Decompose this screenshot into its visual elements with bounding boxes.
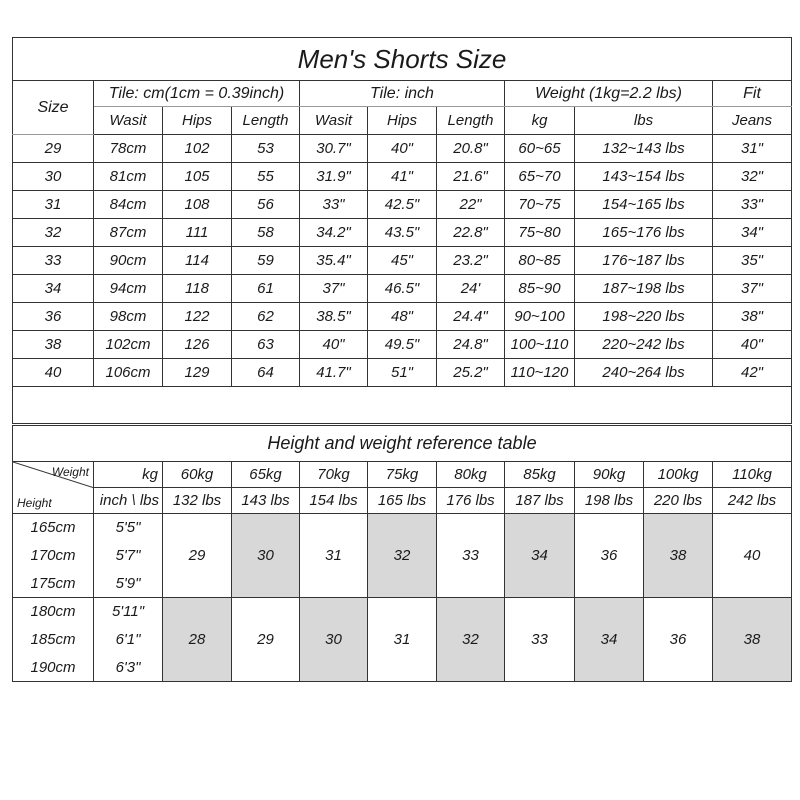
size-cell: 46.5" [368,275,437,303]
size-row [13,219,792,247]
size-cell: 65~70 [505,163,575,191]
size-cell: 40" [300,331,368,359]
size-cell: 187~198 lbs [575,275,713,303]
lbs-header-cell: 187 lbs [505,488,575,514]
size-row [13,247,792,275]
height-ft-cell: 5'11" [94,598,163,626]
size-cell: 64 [232,359,300,387]
kg-header-cell: 110kg [713,462,792,488]
size-value-cell: 38 [713,598,792,682]
size-cell: 42" [713,359,792,387]
size-value-cell: 29 [163,514,232,598]
sub-header: Length [437,107,505,135]
height-weight-reference-table [12,425,792,682]
height-ft-cell: 5'5" [94,514,163,542]
size-cell: 94cm [94,275,163,303]
size-cell: 80~85 [505,247,575,275]
size-cell: 20.8" [437,135,505,163]
size-cell: 22.8" [437,219,505,247]
size-cell: 176~187 lbs [575,247,713,275]
size-value-cell: 30 [300,598,368,682]
sub-header: Length [232,107,300,135]
height-row [13,514,792,542]
size-cell: 37" [300,275,368,303]
size-cell: 53 [232,135,300,163]
size-cell: 55 [232,163,300,191]
size-chart-table [12,37,792,424]
size-value-cell: 32 [368,514,437,598]
lbs-header-cell: 165 lbs [368,488,437,514]
size-cell: 154~165 lbs [575,191,713,219]
size-cell: 90~100 [505,303,575,331]
size-cell: 24' [437,275,505,303]
cm-group-header: Tile: cm(1cm = 0.39inch) [94,81,300,107]
sub-header: Wasit [300,107,368,135]
size-value-cell: 36 [575,514,644,598]
size-cell: 31.9" [300,163,368,191]
size-cell: 38.5" [300,303,368,331]
size-cell: 45" [368,247,437,275]
lbs-header-cell: 132 lbs [163,488,232,514]
size-value-cell: 38 [644,514,713,598]
height-ft-cell: 5'7" [94,542,163,570]
height-cm-cell: 185cm [13,626,94,654]
height-cm-cell: 165cm [13,514,94,542]
size-cell: 31" [713,135,792,163]
lbs-header-cell: 242 lbs [713,488,792,514]
height-row [13,598,792,626]
size-cell: 60~65 [505,135,575,163]
lbs-header-cell: 220 lbs [644,488,713,514]
lbs-header-cell: 198 lbs [575,488,644,514]
size-value-cell: 34 [575,598,644,682]
sub-header: Hips [163,107,232,135]
kg-header-cell: 70kg [300,462,368,488]
height-cm-cell: 175cm [13,570,94,598]
size-cell: 49.5" [368,331,437,359]
fit-header: Fit [713,81,792,107]
size-cell: 24.8" [437,331,505,359]
height-ft-cell: 6'1" [94,626,163,654]
size-cell: 110~120 [505,359,575,387]
size-cell: 33 [13,247,94,275]
size-cell: 34 [13,275,94,303]
weight-group-header: Weight (1kg=2.2 lbs) [505,81,713,107]
kg-header-cell: 65kg [232,462,300,488]
size-cell: 30.7" [300,135,368,163]
size-cell: 143~154 lbs [575,163,713,191]
height-corner-label: Height [17,496,52,510]
inch-lbs-label: inch \ lbs [94,488,163,514]
kg-header-cell: 85kg [505,462,575,488]
size-cell: 90cm [94,247,163,275]
size-cell: 118 [163,275,232,303]
lbs-header-cell: 143 lbs [232,488,300,514]
size-cell: 35" [713,247,792,275]
size-cell: 129 [163,359,232,387]
size-row [13,163,792,191]
size-cell: 59 [232,247,300,275]
size-cell: 36 [13,303,94,331]
size-cell: 81cm [94,163,163,191]
size-cell: 63 [232,331,300,359]
size-cell: 41" [368,163,437,191]
size-row [13,331,792,359]
size-cell: 111 [163,219,232,247]
size-cell: 38" [713,303,792,331]
kg-header-cell: 75kg [368,462,437,488]
size-value-cell: 33 [505,598,575,682]
size-cell: 56 [232,191,300,219]
size-cell: 21.6" [437,163,505,191]
size-cell: 87cm [94,219,163,247]
size-cell: 132~143 lbs [575,135,713,163]
size-cell: 198~220 lbs [575,303,713,331]
size-cell: 22" [437,191,505,219]
lbs-header-cell: 154 lbs [300,488,368,514]
kg-header-cell: 80kg [437,462,505,488]
size-value-cell: 32 [437,598,505,682]
size-cell: 70~75 [505,191,575,219]
size-cell: 34.2" [300,219,368,247]
size-cell: 84cm [94,191,163,219]
size-cell: 31 [13,191,94,219]
sub-header: Hips [368,107,437,135]
weight-corner-label: Weight [51,465,89,479]
size-value-cell: 28 [163,598,232,682]
size-cell: 23.2" [437,247,505,275]
size-row [13,359,792,387]
size-cell: 37" [713,275,792,303]
size-row [13,191,792,219]
height-cm-cell: 190cm [13,654,94,682]
size-cell: 126 [163,331,232,359]
size-cell: 33" [300,191,368,219]
kg-header-cell: 60kg [163,462,232,488]
size-value-cell: 40 [713,514,792,598]
size-cell: 43.5" [368,219,437,247]
size-row [13,135,792,163]
size-cell: 40" [368,135,437,163]
size-cell: 35.4" [300,247,368,275]
size-cell: 61 [232,275,300,303]
size-cell: 32" [713,163,792,191]
kg-header-cell: 100kg [644,462,713,488]
sub-header: lbs [575,107,713,135]
size-cell: 75~80 [505,219,575,247]
size-cell: 51" [368,359,437,387]
kg-unit-label: kg [94,462,163,488]
size-cell: 34" [713,219,792,247]
spacer-row [13,387,792,424]
size-value-cell: 36 [644,598,713,682]
size-cell: 102 [163,135,232,163]
size-column-header: Size [13,81,94,135]
size-cell: 108 [163,191,232,219]
size-cell: 78cm [94,135,163,163]
size-cell: 38 [13,331,94,359]
size-cell: 220~242 lbs [575,331,713,359]
lbs-header-cell: 176 lbs [437,488,505,514]
size-cell: 25.2" [437,359,505,387]
height-cm-cell: 180cm [13,598,94,626]
height-ft-cell: 6'3" [94,654,163,682]
size-cell: 165~176 lbs [575,219,713,247]
size-value-cell: 34 [505,514,575,598]
inch-group-header: Tile: inch [300,81,505,107]
size-cell: 98cm [94,303,163,331]
size-value-cell: 31 [368,598,437,682]
size-chart-title: Men's Shorts Size [13,38,792,81]
reference-table-title: Height and weight reference table [13,426,792,462]
size-cell: 40" [713,331,792,359]
size-cell: 62 [232,303,300,331]
size-value-cell: 29 [232,598,300,682]
sub-header: kg [505,107,575,135]
height-ft-cell: 5'9" [94,570,163,598]
size-cell: 40 [13,359,94,387]
sub-header: Wasit [94,107,163,135]
size-cell: 41.7" [300,359,368,387]
size-cell: 58 [232,219,300,247]
size-cell: 33" [713,191,792,219]
size-value-cell: 30 [232,514,300,598]
size-row [13,275,792,303]
size-cell: 102cm [94,331,163,359]
kg-header-cell: 90kg [575,462,644,488]
size-cell: 85~90 [505,275,575,303]
size-cell: 24.4" [437,303,505,331]
corner-header [13,462,94,514]
size-cell: 42.5" [368,191,437,219]
size-cell: 32 [13,219,94,247]
size-value-cell: 31 [300,514,368,598]
size-cell: 240~264 lbs [575,359,713,387]
size-cell: 106cm [94,359,163,387]
size-value-cell: 33 [437,514,505,598]
size-cell: 122 [163,303,232,331]
size-cell: 29 [13,135,94,163]
jeans-header: Jeans [713,107,792,135]
size-cell: 48" [368,303,437,331]
size-cell: 30 [13,163,94,191]
size-cell: 105 [163,163,232,191]
size-cell: 114 [163,247,232,275]
size-row [13,303,792,331]
size-cell: 100~110 [505,331,575,359]
height-cm-cell: 170cm [13,542,94,570]
